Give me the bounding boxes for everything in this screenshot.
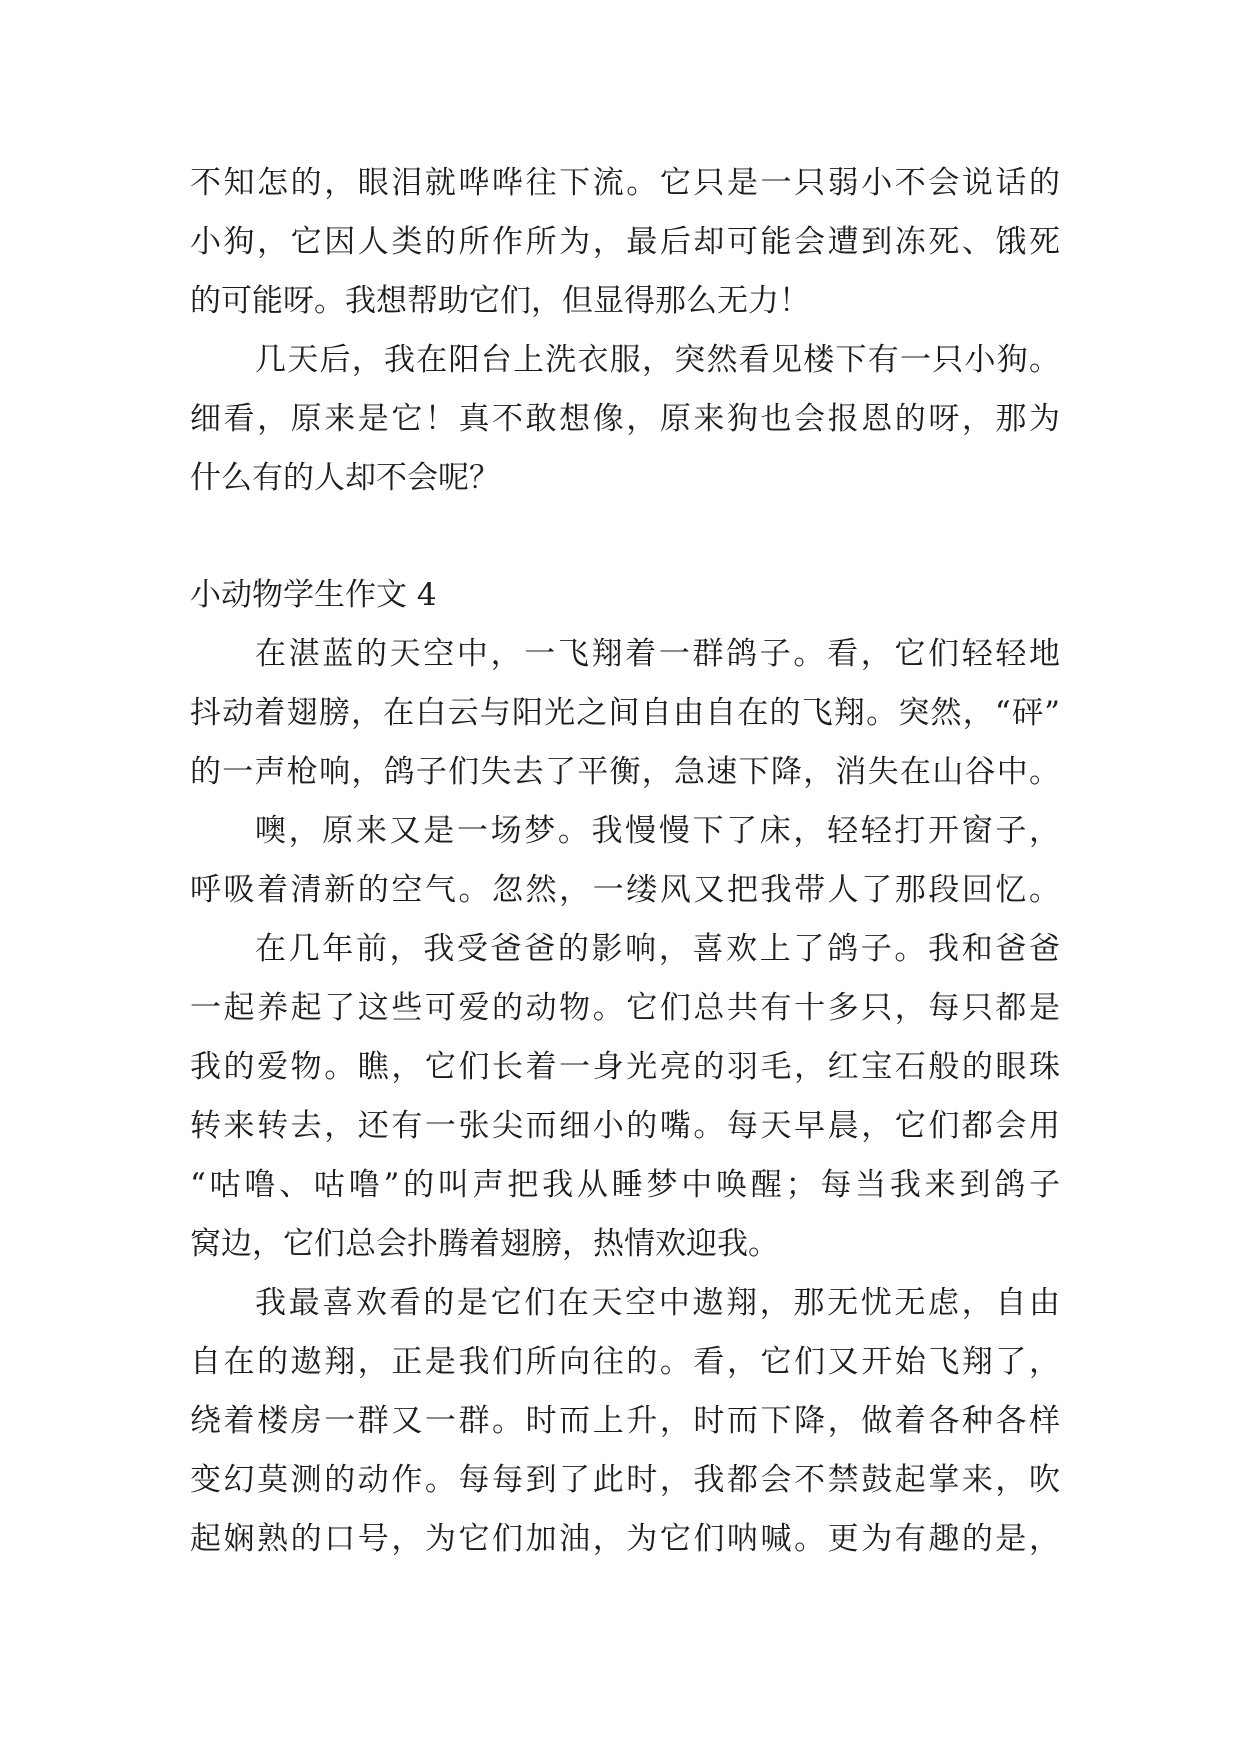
text-line: 我最喜欢看的是它们在天空中遨翔，那无忧无虑，自由: [255, 1285, 1060, 1321]
text-line: 噢，原来又是一场梦。我慢慢下了床，轻轻打开窗子，: [255, 813, 1060, 849]
text-line: 在几年前，我受爸爸的影响，喜欢上了鸽子。我和爸爸: [255, 931, 1060, 967]
text-line: “咕噜、咕噜”的叫声把我从睡梦中唤醒；每当我来到鸽子: [190, 1167, 1060, 1203]
text-line: 起娴熟的口号，为它们加油，为它们呐喊。更为有趣的是，: [190, 1521, 1060, 1557]
text-line: 窝边，它们总会扑腾着翅膀，热情欢迎我。: [190, 1226, 779, 1262]
text-line: 在湛蓝的天空中，一飞翔着一群鸽子。看，它们轻轻地: [255, 636, 1060, 672]
text-line: 抖动着翅膀，在白云与阳光之间自由自在的飞翔。突然，“砰”: [190, 695, 1060, 731]
section-heading: 小动物学生作文 4: [190, 577, 437, 613]
text-line: 的可能呀。我想帮助它们，但显得那么无力！: [190, 283, 810, 319]
text-line: 我的爱物。瞧，它们长着一身光亮的羽毛，红宝石般的眼珠: [190, 1049, 1060, 1085]
text-line: 细看，原来是它！真不敢想像，原来狗也会报恩的呀，那为: [190, 401, 1060, 437]
text-line: 什么有的人却不会呢？: [190, 460, 500, 496]
text-line: 呼吸着清新的空气。忽然，一缕风又把我带人了那段回忆。: [190, 872, 1060, 908]
text-line: 几天后，我在阳台上洗衣服，突然看见楼下有一只小狗。: [255, 342, 1060, 378]
text-line: 不知怎的，眼泪就哗哗往下流。它只是一只弱小不会说话的: [190, 165, 1060, 201]
text-line: 的一声枪响，鸽子们失去了平衡，急速下降，消失在山谷中。: [190, 754, 1060, 790]
text-line: 自在的遨翔，正是我们所向往的。看，它们又开始飞翔了，: [190, 1344, 1060, 1380]
text-line: 变幻莫测的动作。每每到了此时，我都会不禁鼓起掌来，吹: [190, 1462, 1060, 1498]
text-line: 转来转去，还有一张尖而细小的嘴。每天早晨，它们都会用: [190, 1108, 1060, 1144]
text-line: 一起养起了这些可爱的动物。它们总共有十多只，每只都是: [190, 990, 1060, 1026]
text-line: 小狗，它因人类的所作所为，最后却可能会遭到冻死、饿死: [190, 224, 1060, 260]
text-line: 绕着楼房一群又一群。时而上升，时而下降，做着各种各样: [190, 1403, 1060, 1439]
